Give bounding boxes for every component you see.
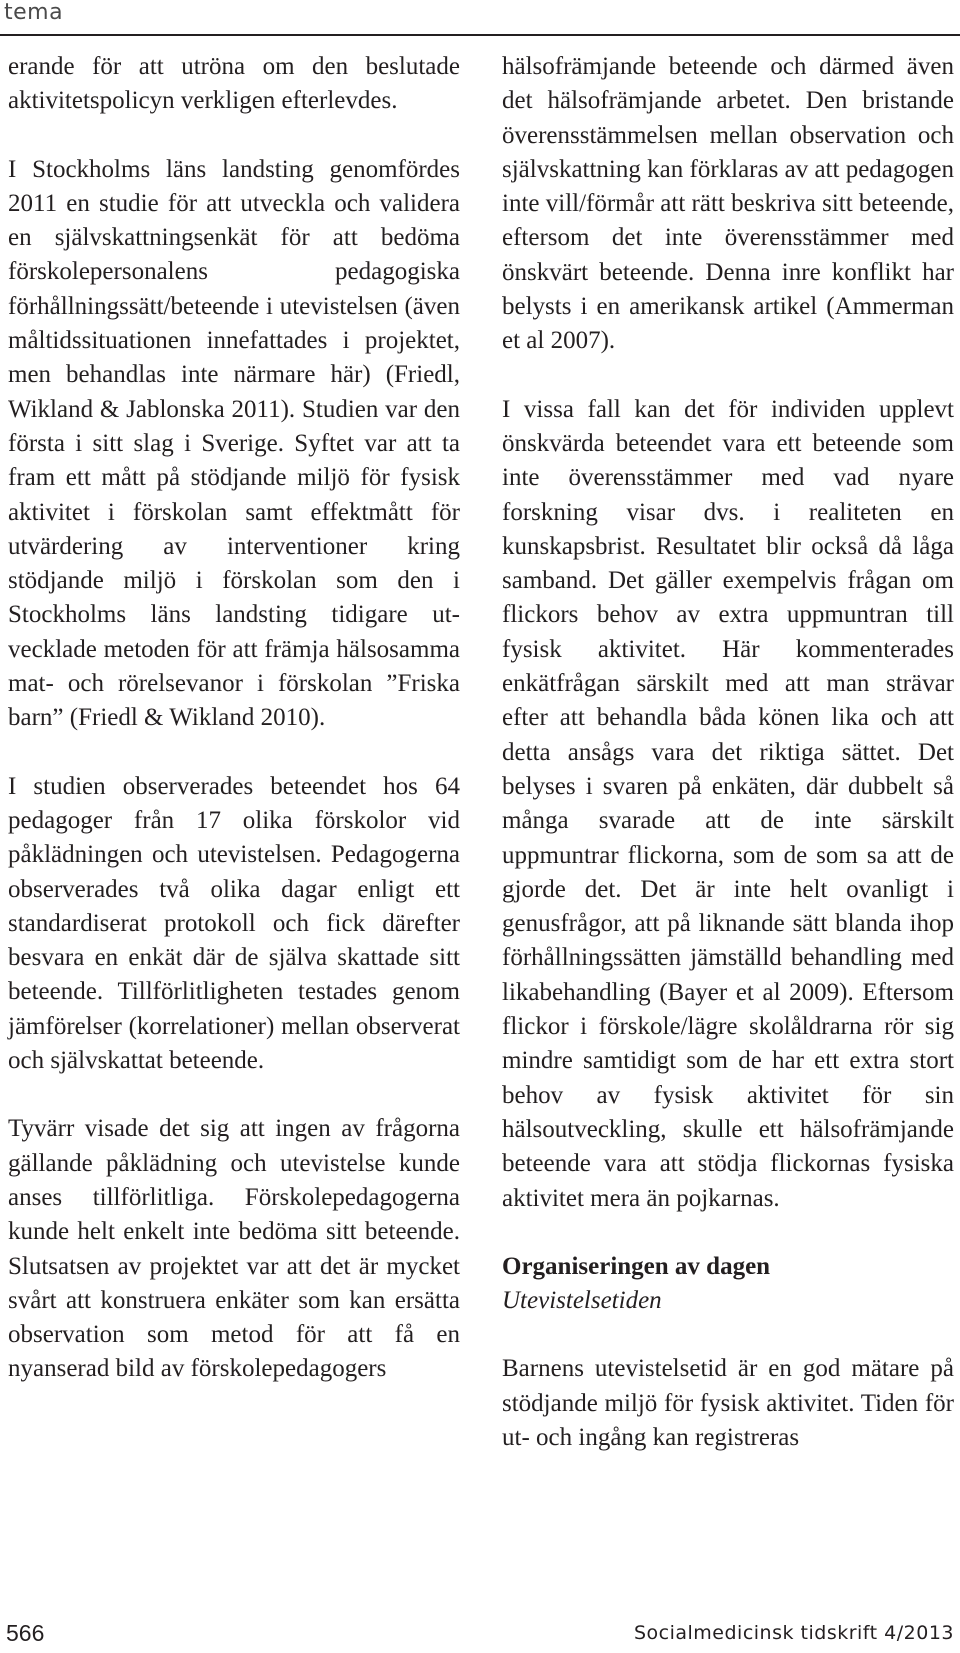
right-paragraph-2: I vissa fall kan det för individen upplevt önskvärda beteendet vara ett beteende som inte överensstämmer med vad nyare forskning visar dvs. i realiteten en kunskapsbrist. Resultatet blir också då låga samband. Det gäller exempelvis frågan om flickors behov av extra uppmuntran till fysisk aktivitet. Här kommenterades enkätfrågan särskilt med att man strävar efter att behandla båda könen lika och att detta ansågs vara det riktiga sättet. Det belyses i svaren på enkäten, där dubbelt så många svarade att de inte särskilt uppmuntrar flickorna, som de som sa att de gjorde det. Det är inte helt ovanligt i genusfrågor, att på liknande sätt blanda ihop förhållningssätten jämställd behandling med likabehandling (Bayer et al 2009). Eftersom flickor i förskole/lägre skolåldrarna rör sig mindre samtidigt som de har ett extra stort behov av fysisk aktivitet för sin hälsoutveckling, skulle ett hälsofrämjande beteende vara att stödja flickornas fysiska aktivitet mera än pojkarnas. — [502, 395, 954, 1212]
left-paragraph-1: erande för att utröna om den beslutade aktivitetspolicyn verkligen efterlevdes. — [8, 53, 460, 115]
right-paragraph-1: hälsofrämjande beteende och därmed även det hälsofrämjande arbetet. Den bristande överensstämmelsen mellan observation och självskattning kan förklaras av att pedagogen inte vill/förmår att rätt beskriva sitt beteende, eftersom det inte överensstämmer med önskvärt beteende. Denna inre konflikt har belysts i en amerikansk artikel (Ammerman et al 2007). — [502, 53, 954, 355]
left-paragraph-4: Tyvärr visade det sig att ingen av frågorna gällande påklädning och utevistelse kunde anses tillförlitliga. Förskolepedagogerna kunde helt enkelt inte bedöma sitt beteende. Slutsatsen av projektet var att det är mycket svårt att konstruera enkäter som kan ersätta observation som metod för att få en nyanserad bild av förskolepedagogers — [8, 1115, 460, 1383]
left-paragraph-3: I studien observerades beteendet hos 64 pedagoger från 17 olika förskolor vid påklädningen och utevistelsen. Pedagogerna observerades två olika dagar enligt ett standardiserat protokoll och fick därefter besvara en enkät där de själva skattade sitt beteende. Tillförlitligheten testades genom jämförelser (korrelationer) mellan observerat och självskattat beteende. — [8, 772, 460, 1075]
subheading: Utevistelsetiden — [502, 1287, 662, 1315]
left-column — [8, 50, 460, 1387]
journal-name: Socialmedicinsk tidskrift 4/2013 — [633, 1622, 954, 1644]
right-column — [502, 50, 954, 1455]
header-rule — [0, 34, 960, 36]
section-tag: tema — [4, 0, 64, 25]
section-heading: Organiseringen av dagen — [502, 1252, 771, 1280]
left-paragraph-2: I Stockholms läns landsting genomfördes 2011 en studie för att utveckla och validera en självskattningsenkät för att bedöma förskolepersonalens pedagogiska förhållningssätt/beteende i utevistelsen (även måltidssituationen innefattades i projektet, men behandlas inte närmare här) (Friedl, Wikland & Jablonska 2011). Studien var den första i sitt slag i Sverige. Syftet var att ta fram ett mått på stödjande miljö för fysisk aktivitet i förskolan samt effektmått för utvärdering av interventioner kring stödjande miljö i förskolan som den i Stockholms läns landsting tidigare utvecklade metoden för att främja hälsosamma mat- och rörelsevanor i förskolan ”Friska barn” (Friedl & Wikland 2010). — [8, 155, 460, 732]
right-paragraph-3: Barnens utevistelsetid är en god mätare på stödjande miljö för fysisk aktivitet. Tiden för ut- och ingång kan registreras — [502, 1355, 954, 1451]
page-number: 566 — [6, 1620, 45, 1646]
